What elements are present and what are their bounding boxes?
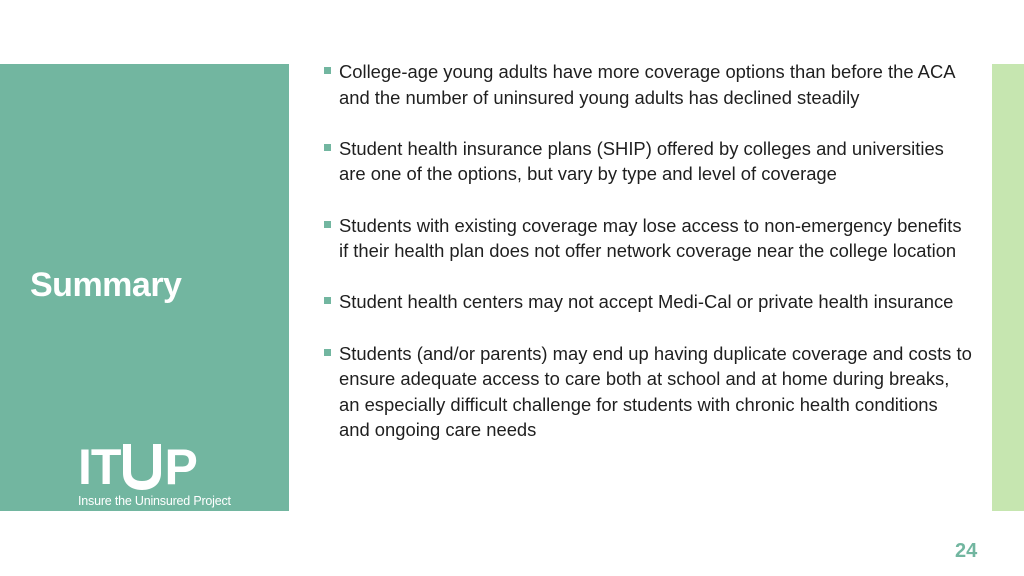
square-bullet-icon bbox=[324, 67, 331, 74]
bullet-item bbox=[323, 136, 973, 187]
bullet-text: Students (and/or parents) may end up having duplicate coverage and costs to ensure adequate access to care both at school and at home during breaks, an especially difficult challenge for students with chronic health conditions and ongoing care needs bbox=[339, 342, 972, 441]
bullet-text: College-age young adults have more coverage options than before the ACA and the number of uninsured young adults has declined steadily bbox=[339, 61, 955, 108]
square-bullet-icon bbox=[324, 349, 331, 356]
slide-title: Summary bbox=[30, 266, 182, 304]
logo-letters-right: P bbox=[164, 439, 197, 495]
bullet-item bbox=[323, 289, 973, 315]
bullet-item bbox=[323, 59, 973, 110]
bullet-text: Student health insurance plans (SHIP) offered by colleges and universities are one of the options, but vary by type and level of coverage bbox=[339, 137, 944, 185]
california-u-icon bbox=[120, 444, 164, 490]
summary-bullet-list bbox=[323, 59, 973, 469]
square-bullet-icon bbox=[324, 221, 331, 228]
square-bullet-icon bbox=[324, 144, 331, 151]
bullet-item bbox=[323, 341, 973, 443]
bullet-item bbox=[323, 213, 973, 264]
bullet-text: Students with existing coverage may lose access to non-emergency benefits if their health plan does not offer network coverage near the college location bbox=[339, 214, 962, 262]
page-number: 24 bbox=[955, 540, 978, 562]
logo-tagline: Insure the Uninsured Project bbox=[78, 494, 231, 508]
square-bullet-icon bbox=[324, 297, 331, 304]
logo-mark bbox=[78, 439, 223, 495]
accent-side-bar bbox=[992, 64, 1024, 511]
logo-letters-left: IT bbox=[78, 439, 121, 495]
itup-logo bbox=[78, 439, 231, 508]
bullet-text: Student health centers may not accept Medi-Cal or private health insurance bbox=[339, 291, 954, 313]
